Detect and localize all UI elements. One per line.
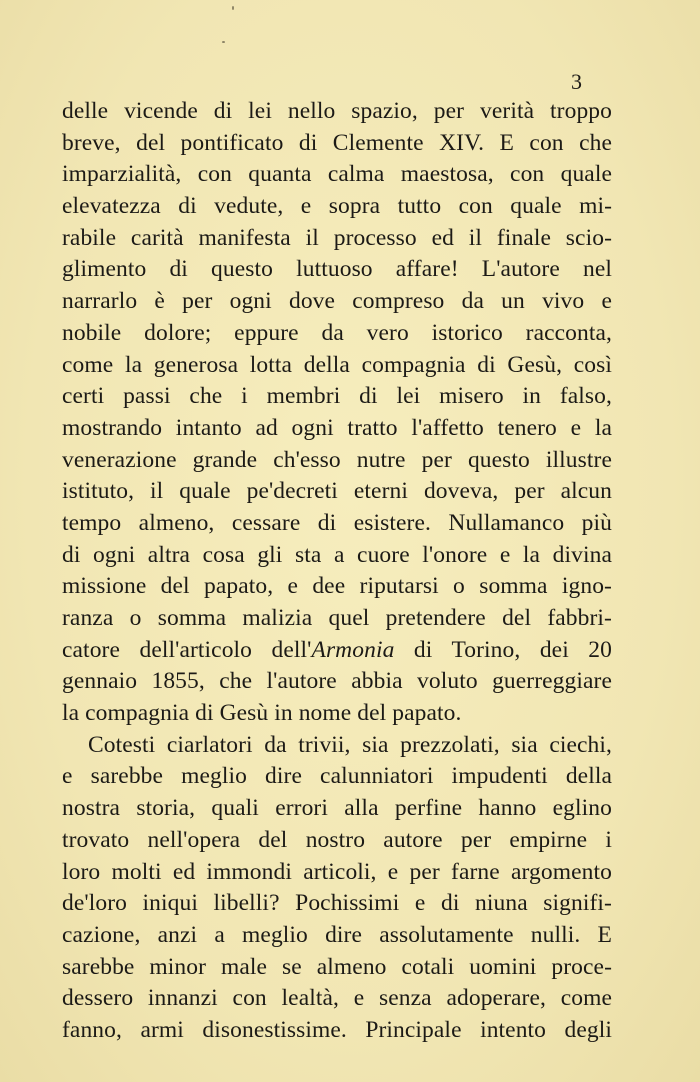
- text-run: catore dell'articolo dell': [62, 636, 312, 663]
- text-run: di Torino, dei 20: [394, 636, 613, 663]
- text-line: mostrando intanto ad ogni tratto l'affetto tenero e la: [62, 414, 612, 441]
- text-line: ranza o somma malizia quel pretendere del fabbri-: [62, 605, 612, 631]
- text-line: certi passi che i membri di lei misero in falso,: [62, 383, 612, 410]
- text-line: Cotesti ciarlatori da trivii, sia prezzolati, sia ciechi,: [88, 731, 612, 758]
- text-line: tempo almeno, cessare di esistere. Nullamanco più: [62, 509, 612, 536]
- text-line: la compagnia di Gesù in nome del papato.: [62, 700, 462, 727]
- text-line: rabile carità manifesta il processo ed il finale scio-: [62, 224, 612, 251]
- text-line: trovato nell'opera del nostro autore per empirne i: [62, 826, 612, 853]
- text-line: nostra storia, quali errori alla perfine hanno eglino: [62, 795, 612, 822]
- text-line-armonia: [62, 635, 612, 667]
- text-line: de'loro iniqui libelli? Pochissimi e di niuna signifi-: [62, 890, 612, 917]
- text-line: breve, del pontificato di Clemente XIV. E con che: [62, 129, 612, 156]
- text-line: e sarebbe meglio dire calunniatori impudenti della: [62, 763, 612, 790]
- text-line: di ogni altra cosa gli sta a cuore l'onore e la divina: [62, 541, 612, 568]
- paper-speck: [222, 41, 225, 43]
- text-line: sarebbe minor male se almeno cotali uomini proce-: [62, 953, 612, 980]
- text-line: gennaio 1855, che l'autore abbia voluto guerreggiare: [62, 668, 612, 695]
- text-line: nobile dolore; eppure da vero istorico racconta,: [62, 319, 612, 346]
- italic-title-armonia: Armonia: [311, 636, 395, 663]
- text-line: elevatezza di vedute, e sopra tutto con quale mi-: [62, 193, 612, 220]
- body-text: [62, 96, 612, 1047]
- paper-speck: [232, 6, 234, 10]
- page-number: 3: [571, 69, 582, 94]
- text-line: imparzialità, con quanta calma maestosa, con quale: [62, 161, 612, 188]
- text-line: missione del papato, e dee riputarsi o somma igno-: [62, 573, 612, 600]
- text-line: venerazione grande ch'esso nutre per questo illustre: [62, 446, 612, 473]
- text-line: cazione, anzi a meglio dire assolutamente nulli. E: [62, 921, 612, 948]
- text-line: glimento di questo luttuoso affare! L'autore nel: [62, 256, 612, 283]
- text-line: fanno, armi disonestissime. Principale intento degli: [62, 1016, 612, 1043]
- text-line: dessero innanzi con lealtà, e senza adoperare, come: [62, 985, 612, 1012]
- text-line: come la generosa lotta della compagnia di Gesù, così: [62, 351, 612, 378]
- text-line: loro molti ed immondi articoli, e per farne argomento: [62, 858, 612, 885]
- text-line: istituto, il quale pe'decreti eterni doveva, per alcun: [62, 478, 612, 505]
- text-line: delle vicende di lei nello spazio, per verità troppo: [62, 98, 612, 124]
- text-line: narrarlo è per ogni dove compreso da un vivo e: [62, 288, 612, 315]
